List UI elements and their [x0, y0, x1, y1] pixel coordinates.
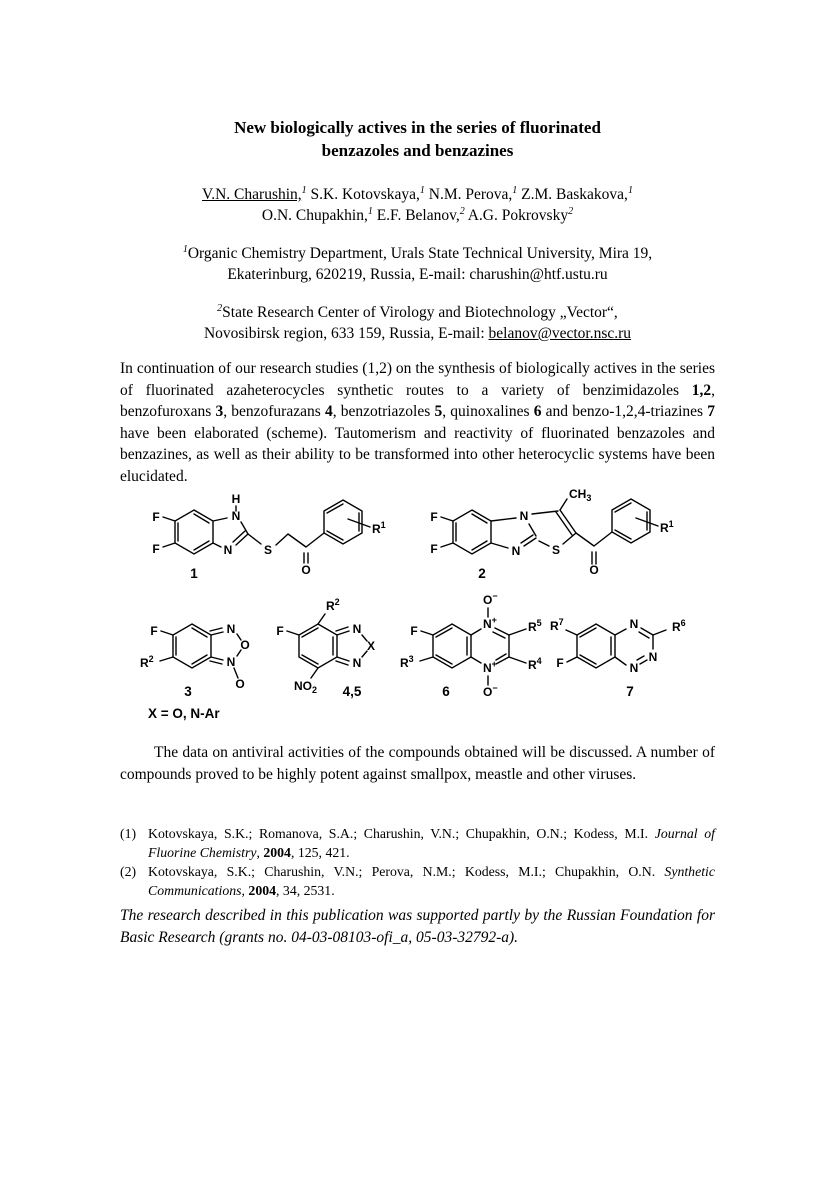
- affiliation-marker: 2: [568, 205, 574, 217]
- reference-text: Kotovskaya, S.K.; Charushin, V.N.; Perova, N.M.; Kodess, M.I.; Chupakhin, O.N.: [148, 864, 665, 879]
- substituent-label-r3: $R^3$: [400, 654, 414, 670]
- compound-ref: 3: [215, 403, 224, 421]
- atom-label-sulfur: S: [551, 543, 561, 557]
- affiliation-1-line-2: [120, 264, 715, 285]
- substituent-label-r5: $R^5$: [528, 618, 542, 634]
- bond-lines: [653, 630, 666, 635]
- affiliation-marker: 1: [367, 205, 373, 217]
- paragraph-text: , benzofuroxans: [120, 381, 715, 421]
- bond-lines: [287, 614, 325, 678]
- author-line-2: [120, 205, 715, 226]
- nitro-group-label: $NO_2$: [294, 679, 318, 695]
- bond-lines: [615, 628, 653, 665]
- atom-label-nitrogen: N: [352, 622, 362, 636]
- atom-label-x: X: [366, 639, 376, 653]
- reference-2: [120, 862, 715, 900]
- reaction-scheme: [120, 486, 720, 742]
- discussion-paragraph: The data on antiviral activities of the compounds obtained will be discussed. A number of compounds proved to be highly potent against smallpox, meastle and other viruses.: [120, 744, 715, 783]
- bond-lines: [580, 628, 611, 664]
- bond-lines: [213, 506, 248, 547]
- journal-name: Synthetic Communications: [148, 864, 715, 898]
- author-name: E.F. Belanov,: [372, 207, 460, 224]
- atom-label-sulfur: S: [263, 543, 273, 557]
- email-link: belanov@vector.nsc.ru: [488, 325, 632, 342]
- atom-label-nitrogen: N: [223, 543, 233, 557]
- atom-label-fluorine: F: [276, 624, 284, 638]
- bond-lines: [302, 628, 333, 664]
- compound-ref: 5: [434, 403, 443, 421]
- reference-text: , 125, 421.: [290, 845, 350, 860]
- atom-label-fluorine: F: [152, 542, 160, 556]
- affiliation-2-line-2: [120, 323, 715, 344]
- compound-ref: 1,2: [691, 381, 712, 399]
- atom-label-oxygen: O: [589, 563, 599, 577]
- paragraph-text: , quinoxalines: [442, 403, 534, 421]
- author-list: [120, 184, 715, 226]
- atom-label-oxygen: O: [240, 638, 250, 652]
- author-name: A.G. Pokrovsky: [464, 207, 569, 224]
- atom-label-nitrogen-plus: N+: [483, 615, 497, 631]
- title-line-2: benzazoles and benzazines: [321, 141, 514, 160]
- bond-lines: [532, 510, 576, 546]
- affiliation-marker: 1: [419, 184, 425, 196]
- reference-1: [120, 824, 715, 862]
- affiliation-2: [120, 302, 715, 344]
- author-name: V.N. Charushin,: [202, 186, 302, 203]
- atom-label-fluorine: F: [556, 656, 564, 670]
- affiliation-marker: 1: [627, 184, 633, 196]
- affiliation-1-line-1: [120, 243, 715, 264]
- bond-lines: [576, 532, 612, 564]
- compound-number-3: 3: [184, 684, 192, 699]
- bond-lines: [304, 553, 308, 563]
- paragraph-text: and benzo-1,2,4-triazines: [541, 403, 708, 421]
- bond-lines: [566, 630, 577, 662]
- compound-ref: 6: [533, 403, 542, 421]
- affiliation-marker: 1: [512, 184, 518, 196]
- affiliation-text: State Research Center of Virology and Biotechnology „Vector“,: [222, 304, 618, 321]
- compound-ref: 4: [324, 403, 333, 421]
- affiliation-2-line-1: [120, 302, 715, 323]
- author-name: N.M. Perova,: [424, 186, 513, 203]
- atom-label-fluorine: F: [430, 542, 438, 556]
- bond-lines: [178, 514, 209, 550]
- bond-lines: [433, 624, 471, 668]
- affiliation-text: Ekaterinburg, 620219, Russia, E-mail: charushin@htf.ustu.ru: [227, 266, 608, 283]
- paragraph-text: , benzotriazoles: [332, 403, 435, 421]
- affiliation-marker: 1: [182, 243, 188, 255]
- atom-label-nitrogen: N: [231, 509, 241, 523]
- bond-lines: [336, 627, 367, 665]
- reference-year: 2004: [263, 845, 291, 860]
- substituent-label-r6: $R^6$: [672, 618, 686, 634]
- bond-lines: [160, 631, 173, 661]
- compound-number-7: 7: [626, 684, 634, 699]
- substituent-label-r1: $R^1$: [372, 520, 386, 536]
- affiliation-marker: 1: [301, 184, 307, 196]
- paragraph-text: In continuation of our research studies (1,2) on the synthesis of biologically actives in the series of fluorinated azaheterocycles synthetic routes to a variety of benzimidazoles: [120, 360, 715, 399]
- compound-6-structure: [400, 591, 542, 699]
- bond-lines: [210, 628, 241, 678]
- compound-1-structure: [152, 492, 385, 581]
- atom-label-oxygen: O: [301, 563, 311, 577]
- compound-3-structure: [140, 622, 250, 699]
- affiliation-text: Novosibirsk region, 633 159, Russia, E-mail:: [203, 325, 489, 342]
- paragraph-text: , benzofurazans: [223, 403, 325, 421]
- substituent-label-r1: $R^1$: [660, 519, 674, 535]
- atom-label-nitrogen: N: [226, 622, 236, 636]
- reference-text: ,: [241, 883, 249, 898]
- atom-label-nitrogen: N: [511, 544, 521, 558]
- atom-label-hydrogen: H: [231, 492, 241, 506]
- bond-lines: [456, 514, 487, 550]
- compound-7-structure: [550, 617, 686, 699]
- oxide-label-bottom: O−: [483, 683, 498, 699]
- bond-lines: [420, 631, 433, 661]
- affiliation-marker: 2: [217, 302, 223, 314]
- bond-lines: [615, 503, 647, 539]
- compound-number-6: 6: [442, 684, 450, 699]
- affiliation-marker: 2: [459, 205, 465, 217]
- bond-lines: [173, 624, 211, 668]
- atom-label-fluorine: F: [410, 624, 418, 638]
- compound-ref: 7: [707, 403, 715, 421]
- bond-lines: [453, 510, 491, 554]
- title-line-1: New biologically actives in the series of fluorinated: [234, 118, 601, 137]
- reference-list: [120, 824, 715, 900]
- bond-lines: [176, 628, 207, 664]
- scheme-note-x-definition: X = O, N-Ar: [148, 706, 220, 721]
- atom-label-fluorine: F: [152, 510, 160, 524]
- bond-lines: [471, 628, 509, 664]
- author-name: Z.M. Baskakova,: [517, 186, 628, 203]
- substituent-label-r2: $R^2$: [326, 597, 340, 613]
- reference-year: 2004: [248, 883, 277, 898]
- bond-lines: [441, 517, 453, 547]
- author-name: S.K. Kotovskaya,: [306, 186, 420, 203]
- atom-label-fluorine: F: [150, 624, 158, 638]
- substituent-label-r7: $R^7$: [550, 617, 564, 633]
- compound-2-structure: [430, 487, 673, 581]
- compound-number-4-5: 4,5: [342, 684, 362, 699]
- author-line-1: [120, 184, 715, 205]
- compound-number-1: 1: [190, 566, 198, 581]
- bond-lines: [436, 628, 467, 664]
- compound-4-5-structure: [276, 597, 375, 699]
- bond-lines: [163, 517, 175, 547]
- atom-label-nitrogen: N: [629, 661, 639, 675]
- bond-lines: [577, 624, 615, 668]
- substituent-label-r2: $R^2$: [140, 654, 154, 670]
- funding-acknowledgment: The research described in this publication was supported partly by the Russian Foundation for Basic Research (grants no. 04-03-08103-ofi_a, 05-03-32792-a).: [120, 907, 715, 946]
- bond-lines: [560, 499, 567, 510]
- abstract-paragraph: [120, 358, 715, 488]
- author-name: O.N. Chupakhin,: [261, 207, 368, 224]
- reference-text: , 34, 2531.: [276, 883, 335, 898]
- bond-lines: [521, 535, 536, 546]
- journal-name: Journal of Fluorine Chemistry: [148, 826, 715, 860]
- bond-lines: [175, 510, 213, 554]
- paragraph-text: have been elaborated (scheme). Tautomerism and reactivity of fluorinated benzazoles and benzazines, as well as their ability to be transformed into other heterocyclic systems have been elucidated.: [120, 424, 715, 485]
- substituent-label-r4: $R^4$: [528, 656, 542, 672]
- bond-lines: [233, 531, 248, 545]
- atom-label-nitrogen: N: [648, 650, 658, 664]
- reference-number: (1): [120, 826, 137, 841]
- bond-lines: [248, 533, 324, 547]
- compound-number-2: 2: [478, 566, 486, 581]
- reference-text: ,: [256, 845, 264, 860]
- affiliation-1: [120, 243, 715, 285]
- affiliation-text: Organic Chemistry Department, Urals State Technical University, Mira 19,: [187, 245, 653, 262]
- reference-number: (2): [120, 864, 137, 879]
- bond-lines: [327, 504, 359, 540]
- atom-label-nitrogen-plus: N+: [483, 659, 497, 675]
- atom-label-nitrogen: N: [629, 617, 639, 631]
- atom-label-fluorine: F: [430, 510, 438, 524]
- atom-label-oxygen: O: [235, 677, 245, 691]
- atom-label-nitrogen: N: [226, 655, 236, 669]
- methyl-group-label: $CH_3$: [569, 487, 592, 503]
- oxide-label-top: O−: [483, 591, 498, 607]
- bond-lines: [299, 624, 337, 668]
- atom-label-nitrogen: N: [519, 509, 529, 523]
- page-title: [120, 116, 715, 162]
- reference-text: Kotovskaya, S.K.; Romanova, S.A.; Charushin, V.N.; Chupakhin, O.N.; Kodess, M.I.: [148, 826, 655, 841]
- atom-label-nitrogen: N: [352, 656, 362, 670]
